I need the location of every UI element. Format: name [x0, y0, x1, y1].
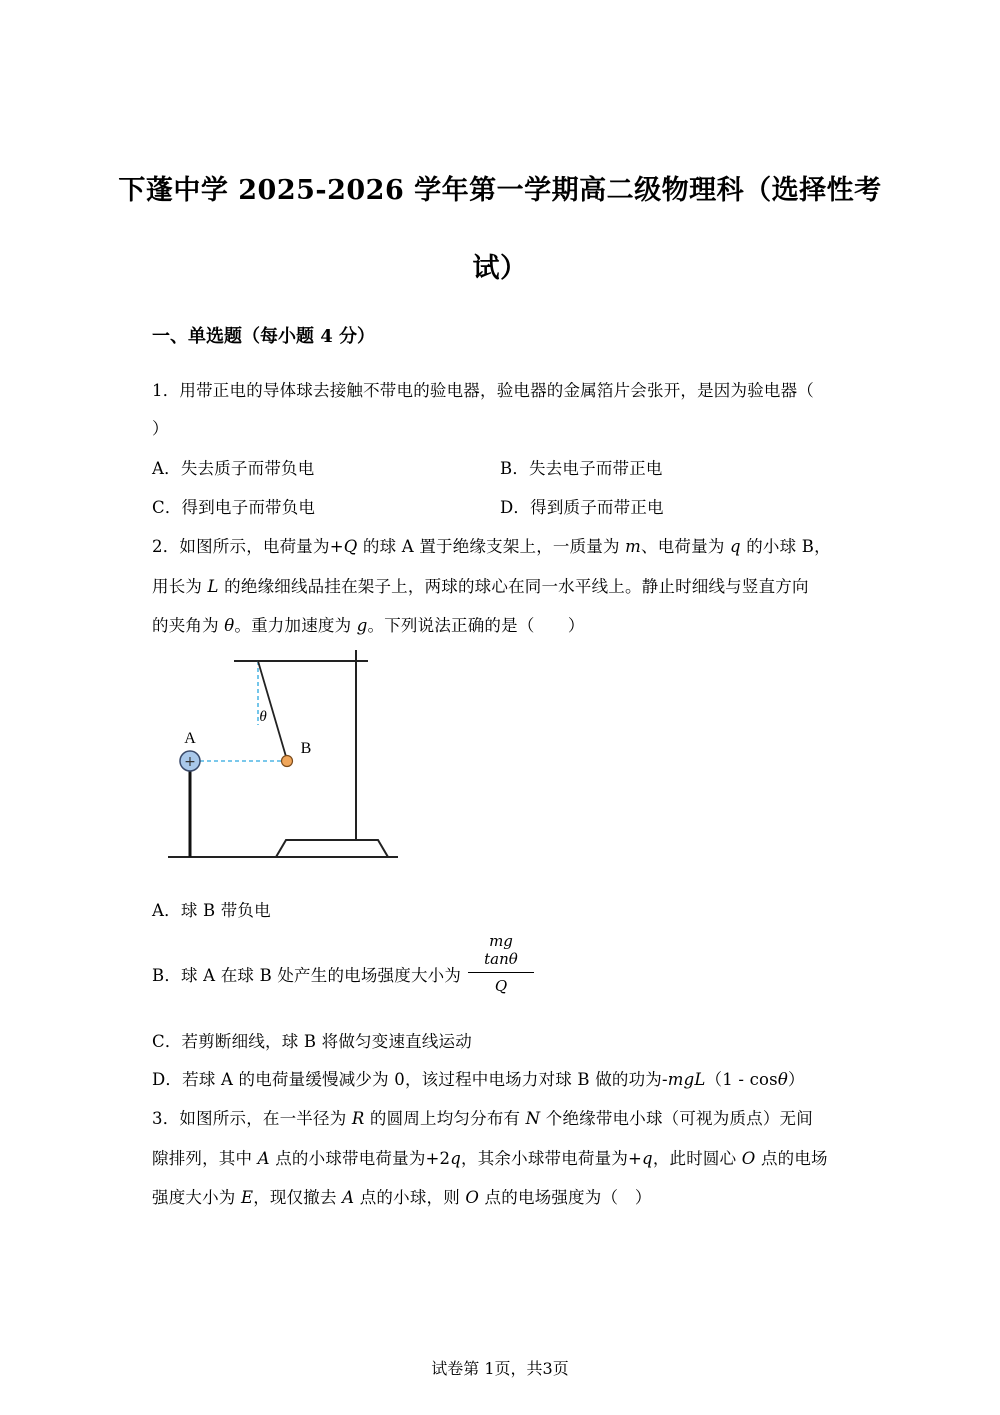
exam-title-line-1: 下蓬中学 2025-2026 学年第一学期高二级物理科（选择性考	[118, 175, 882, 206]
q1-option-b: B．失去电子而带正电	[500, 459, 663, 478]
q2-option-b: B．球 A 在球 B 处产生的电场强度大小为	[152, 966, 462, 985]
q2-option-a: A．球 B 带负电	[152, 901, 271, 920]
ball-b	[282, 756, 293, 767]
q3-stem-line-3: 强度大小为 E，现仅撤去 A 点的小球，则 O 点的电场强度为（ ）	[152, 1188, 652, 1207]
label-theta: θ	[259, 709, 267, 725]
q2-stem-line-2: 用长为 L 的绝缘细线品挂在架子上，两球的球心在同一水平线上。静止时细线与竖直方向	[152, 577, 809, 596]
q3-stem-line-1: 3．如图所示，在一半径为 R 的圆周上均匀分布有 N 个绝缘带电小球（可视为质点）无间	[152, 1109, 813, 1128]
q1-stem-line-1: 1．用带正电的导体球去接触不带电的验电器，验电器的金属箔片会张开，是因为验电器（	[152, 381, 814, 400]
q2-option-c: C．若剪断细线，球 B 将做匀变速直线运动	[152, 1032, 472, 1051]
q1-option-a: A．失去质子而带负电	[152, 459, 315, 478]
stand-base	[276, 840, 388, 857]
fraction-denominator: Q	[494, 977, 508, 995]
exam-title-line-2: 试）	[472, 253, 528, 284]
plus-sign: +	[184, 754, 196, 770]
q2-option-b-fraction	[468, 932, 534, 995]
q1-option-d: D．得到质子而带正电	[500, 498, 664, 517]
section-heading: 一、单选题（每小题 4 分）	[152, 326, 376, 347]
label-a: A	[184, 730, 196, 747]
q1-stem-line-2: ）	[152, 419, 169, 438]
q3-stem-line-2: 隙排列，其中 A 点的小球带电荷量为+2q，其余小球带电荷量为+q，此时圆心 O 点的电场	[152, 1149, 828, 1168]
q2-option-d: D．若球 A 的电荷量缓慢减少为 0，该过程中电场力对球 B 做的功为-mgL（1 - cosθ）	[152, 1070, 805, 1089]
page-footer: 试卷第 1页，共3页	[431, 1359, 569, 1378]
q2-stem-line-3: 的夹角为 θ。重力加速度为 g。下列说法正确的是（ ）	[152, 616, 585, 635]
q2-pendulum-figure	[160, 645, 410, 867]
label-b: B	[300, 740, 312, 757]
fraction-numerator: mg tanθ	[468, 932, 534, 973]
q2-stem-line-1: 2．如图所示，电荷量为+Q 的球 A 置于绝缘支架上，一质量为 m、电荷量为 q 的小球 B，	[152, 537, 831, 556]
q1-option-c: C．得到电子而带负电	[152, 498, 316, 517]
